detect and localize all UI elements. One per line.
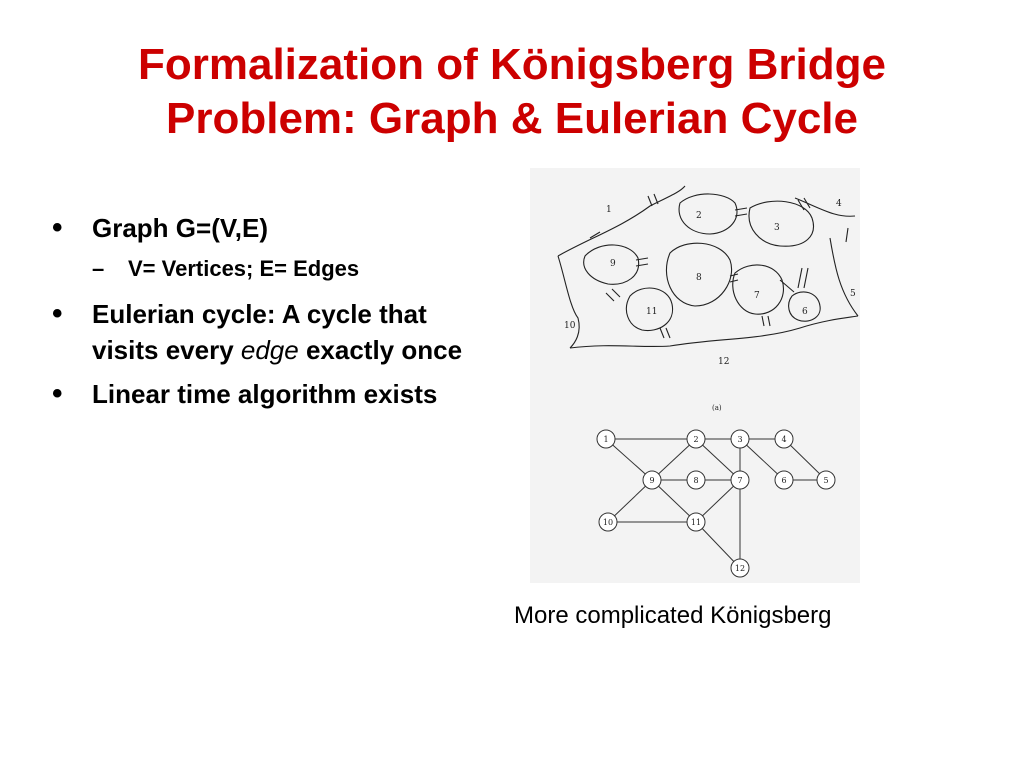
region-label-11: 11	[646, 307, 658, 317]
graph-node-label: 4	[781, 435, 787, 444]
region-label-6: 6	[802, 307, 808, 317]
bullet-text-part1: Eulerian cycle: A cycle that visits every	[92, 299, 427, 365]
graph-edge-11-12	[696, 522, 740, 568]
graph-node-label: 2	[693, 435, 699, 444]
map-caption: (a)	[712, 404, 722, 412]
graph-node-label: 10	[602, 518, 614, 527]
slide-title	[0, 38, 1024, 146]
bullet-eulerian-cycle	[52, 296, 472, 368]
graph-node-11	[687, 513, 705, 531]
graph-node-label: 7	[737, 476, 743, 485]
title-line-1: Formalization of Königsberg Bridge	[137, 40, 887, 89]
figure-caption: More complicated Königsberg	[514, 602, 832, 629]
bullet-text-part2: exactly once	[298, 335, 463, 365]
region-label-12: 12	[718, 357, 730, 367]
bridge-marks	[590, 194, 848, 338]
graph-node-label: 12	[734, 564, 746, 573]
graph-node-2	[687, 430, 705, 448]
river-bank-bottom	[570, 316, 858, 348]
graph-node-3	[731, 430, 749, 448]
graph-node-12	[731, 559, 749, 577]
graph-node-label: 9	[649, 476, 655, 485]
sub-bullet-text: V= Vertices; E= Edges	[128, 256, 360, 281]
sub-bullet-dash: –	[92, 256, 105, 281]
bullet-text: Linear time algorithm exists	[92, 379, 438, 409]
graph-edges	[606, 439, 829, 568]
island-2	[679, 194, 737, 234]
region-label-5: 5	[850, 289, 856, 299]
region-label-4: 4	[836, 199, 842, 209]
region-label-9: 9	[610, 259, 616, 269]
graph-node-label: 5	[823, 476, 829, 485]
graph-node-label: 3	[737, 435, 743, 444]
sub-bullet-vertices-edges	[52, 254, 472, 284]
graph-node-9	[643, 471, 661, 489]
graph-node-10	[599, 513, 617, 531]
euler-graph	[597, 430, 835, 577]
region-label-7: 7	[754, 291, 760, 301]
river-bank-top-right	[795, 198, 855, 216]
bullet-dot: •	[52, 211, 63, 244]
bullet-linear-time	[52, 376, 472, 412]
graph-node-1	[597, 430, 615, 448]
bullet-graph	[52, 210, 472, 246]
konigsberg-figure	[530, 168, 860, 583]
title-line-2: Problem: Graph & Eulerian Cycle	[166, 94, 858, 143]
island-7	[733, 265, 784, 314]
konigsberg-figure-svg	[530, 168, 860, 583]
bank-right	[830, 238, 858, 316]
bullet-list	[52, 210, 472, 420]
bullet-dot: •	[52, 377, 63, 410]
region-label-8: 8	[696, 273, 702, 283]
graph-node-label: 1	[603, 435, 609, 444]
graph-node-8	[687, 471, 705, 489]
graph-node-5	[817, 471, 835, 489]
bank-left	[558, 256, 579, 348]
graph-node-label: 8	[693, 476, 699, 485]
bullet-text: Graph G=(V,E)	[92, 213, 269, 243]
region-label-10: 10	[564, 321, 576, 331]
region-label-2: 2	[696, 211, 702, 221]
graph-node-6	[775, 471, 793, 489]
graph-node-label: 11	[690, 518, 702, 527]
region-label-1: 1	[606, 205, 612, 215]
graph-node-7	[731, 471, 749, 489]
region-label-3: 3	[774, 223, 780, 233]
bullet-dot: •	[52, 297, 63, 330]
bullet-text-emphasis: edge	[240, 335, 299, 365]
island-3	[749, 201, 813, 246]
graph-node-4	[775, 430, 793, 448]
city-map	[558, 186, 858, 348]
graph-node-label: 6	[781, 476, 787, 485]
